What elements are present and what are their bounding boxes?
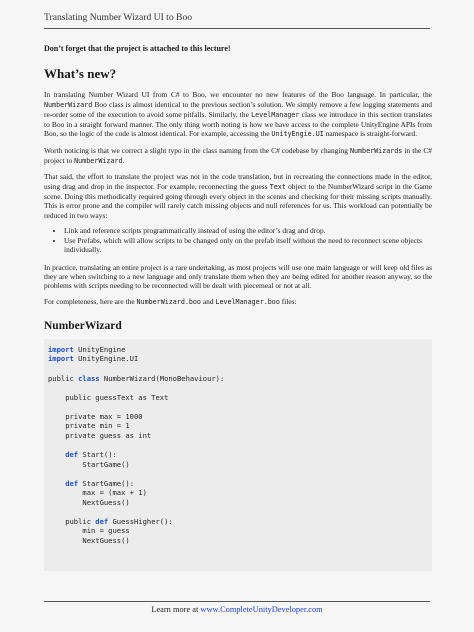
code-text: NextGuess(): [48, 535, 130, 545]
code-text: public guessText as Text: [48, 392, 169, 402]
attachment-note: Don’t forget that the project is attached to this lecture!: [44, 44, 231, 53]
code-keyword: import: [48, 344, 74, 354]
workload-reduction-list: [44, 226, 432, 255]
code-text: NextGuess(): [48, 497, 130, 507]
text-run: That said, the effort to translate the project was not in the code translation, but in recreating the connections made in the editor, using drag and drop in the inspector. For example, reconnecting the guess: [44, 172, 432, 191]
code-text: private min = 1: [48, 421, 130, 431]
code-text: UnityEngine: [73, 344, 126, 354]
whats-new-heading: What’s new?: [44, 66, 117, 82]
code-line: [48, 402, 426, 412]
code-line: [48, 469, 426, 479]
code-line: [48, 431, 426, 441]
code-line: [48, 460, 426, 470]
header-rule: [44, 28, 430, 29]
text-run: class we introduce in this section translates to Boo in a straight forward manner. The only thing worth noting is how we have access to the complete UnityEngine APIs from Boo, so the logic of the code is almost identical. For example, accessing the: [44, 109, 432, 139]
code-text: NumberWizard(MonoBehaviour):: [99, 373, 225, 383]
code-line: [48, 421, 426, 431]
code-text: public: [48, 373, 79, 383]
code-line: [48, 507, 426, 517]
inline-code: LevelManager.boo: [215, 297, 280, 306]
code-line: [48, 364, 426, 374]
code-text: private guess as int: [48, 430, 152, 440]
inline-code: LevelManager: [251, 110, 300, 119]
inline-code: NumberWizards: [349, 146, 403, 155]
paragraph-editor-connections: [44, 172, 432, 219]
code-text: UnityEngine.UI: [73, 354, 139, 364]
inline-code: NumberWizard: [44, 100, 93, 109]
footer-link[interactable]: www.CompleteUnityDeveloper.com: [200, 605, 323, 614]
code-text: public: [48, 516, 96, 526]
code-keyword: def: [65, 478, 79, 488]
code-line: [48, 354, 426, 364]
code-keyword: class: [78, 373, 100, 383]
list-item: • Link and reference scripts programmatically instead of using the editor’s drag and drop.: [64, 226, 432, 235]
page-footer: [0, 605, 474, 614]
code-line: [48, 488, 426, 498]
paragraph-completeness: [44, 297, 432, 307]
text-run: files:: [279, 296, 297, 306]
code-text: min = guess: [48, 526, 130, 536]
text-run: in the C# project to: [44, 145, 433, 166]
running-header: Translating Number Wizard UI to Boo: [44, 12, 193, 23]
paragraph-typo-fix: [44, 146, 432, 167]
code-keyword: import: [48, 354, 74, 364]
text-run: In translating Number Wizard UI from C# to Boo, we encounter no new features of the Boo language. In particular, the: [44, 90, 432, 100]
text-run: For completeness, here are the: [44, 296, 137, 306]
code-line: [48, 526, 426, 536]
paragraph-translation-overview: [44, 90, 432, 139]
code-line: [48, 517, 426, 527]
text-run: Worth noticing is that we correct a slight typo in the class naming from the C# codebase by changing: [44, 145, 350, 155]
code-text: max = (max + 1): [48, 488, 147, 498]
code-line: [48, 440, 426, 450]
code-text: [48, 450, 65, 459]
text-run: and: [200, 296, 216, 306]
code-line: [48, 345, 426, 355]
code-line: [48, 412, 426, 422]
footer-rule: [44, 601, 430, 602]
paragraph-in-practice: In practice, translating an entire project is a rare undertaking, as most projects will use one main language or will keep old files as they are when switching to a new language and only translate them when they are being edited for another reason anyway, so the problems with scripts needing to be reconnected will be dealt with piecemeal or not at all.: [44, 262, 432, 291]
inline-code: NumberWizard: [74, 157, 123, 166]
text-run: object to the NumberWizard script in the Game scene. Doing this methodically required going through every object in the scenes and checking for their missing scripts manually. This is error prone and the compiler will rarely catch missing objects and null references for us. This workload can potentially be reduced in two ways:: [44, 181, 432, 220]
code-text: StartGame():: [78, 478, 134, 488]
code-line: [48, 450, 426, 460]
text-run: Boo class is almost identical to the previous section’s solution. We simply remove a few logging statements and re-order some of the execution to avoid some pitfalls. Similarly, the: [44, 99, 432, 119]
code-text: GuessHigher():: [108, 516, 173, 526]
code-keyword: def: [65, 449, 79, 459]
code-text: Start():: [78, 449, 117, 459]
code-line: [48, 374, 426, 384]
code-text: StartGame(): [48, 459, 130, 469]
inline-code: NumberWizard.boo: [136, 297, 201, 306]
number-wizard-heading: NumberWizard: [44, 319, 122, 332]
footer-text: Learn more at: [151, 605, 201, 614]
code-line: [48, 383, 426, 393]
code-text: [48, 479, 65, 488]
code-line: [48, 498, 426, 508]
code-keyword: def: [95, 516, 109, 526]
code-block: [44, 339, 432, 571]
code-line: [48, 393, 426, 403]
code-line: [48, 536, 426, 546]
code-line: [48, 479, 426, 489]
inline-code: Text: [269, 182, 286, 191]
text-run: namespace is straight-forward.: [323, 129, 418, 139]
code-text: private max = 1000: [48, 411, 143, 421]
inline-code: UnityEngie.UI: [271, 130, 324, 139]
text-run: .: [122, 156, 125, 166]
list-item: • Use Prefabs, which will allow scripts to be changed only on the prefab itself without the need to reconnect scene objects individually.: [64, 236, 432, 255]
page-content: [44, 44, 432, 571]
